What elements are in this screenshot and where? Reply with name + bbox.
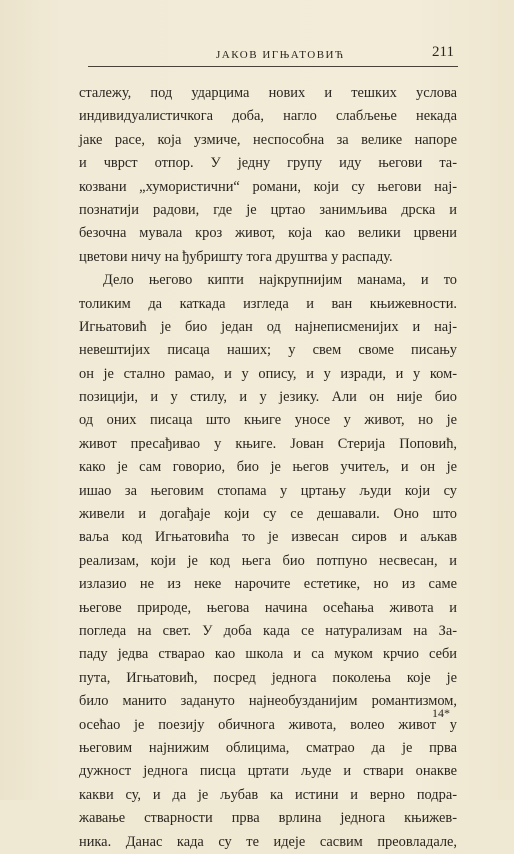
text-line: живот пресађивао у књиге. Јован Стерија Поповић,	[79, 435, 457, 452]
text-line: од оних писаца што књиге уносе у живот, но је	[79, 412, 457, 429]
page-number: 211	[432, 44, 454, 60]
text-line: невештијих писаца наших; у свем своме писању	[79, 342, 457, 359]
text-line: Игњатовић је био један од најнеписменијих и нај-	[79, 318, 457, 335]
text-line: какви су, и да је љубав ка истини и верно подра-	[79, 786, 457, 803]
text-line: индивидуалистичкога доба, нагло слабљење некада	[79, 108, 457, 125]
text-line: било манито заданутo најнеобузданијим романтизмом,	[79, 693, 457, 710]
text-line: његовим најнижим облицима, сматрао да је прва	[79, 739, 457, 756]
text-line: познатији радови, где је цртао занимљива дрска и	[79, 201, 457, 218]
text-line: живели и догађаје који су се дешавали. Оно што	[79, 506, 457, 523]
text-line: ника. Данас када су те идеје сасвим преовладале,	[79, 833, 457, 850]
body-text	[79, 82, 457, 854]
text-line: безочна мувала кроз живот, која као велики црвени	[79, 225, 457, 242]
text-line: дужност једнога писца цртати људе и ствари онакве	[79, 763, 457, 780]
text-line: ишао за његовим стопама у цртању људи који су	[79, 482, 457, 499]
text-line: сталежу, под ударцима нових и тешких услова	[79, 85, 457, 101]
text-line: реализам, који је код њега био потпуно несвесан, и	[79, 552, 457, 569]
running-head: ЈАКОВ ИГЊАТОВИЋ	[216, 49, 345, 61]
text-line: његове природе, његова начина осећања живота и	[79, 599, 457, 616]
text-line: толиким да каткада изгледа и ван књижевности.	[79, 295, 457, 312]
page-header	[88, 44, 458, 67]
text-line: цветови ничу на ђубришту тога друштва у распаду.	[79, 248, 393, 265]
text-line: како је сам говорио, био је његов учитељ, и он је	[79, 459, 457, 476]
text-line: жавање стварности прва врлина једнога књижев-	[79, 810, 457, 827]
text-line: позицији, и у стилу, и у језику. Али он није био	[79, 389, 457, 406]
text-line: јаке расе, која узмиче, неспособна за велике напоре	[79, 131, 457, 148]
text-line: излазио не из неке нарочите естетике, но из саме	[79, 576, 457, 593]
text-line: пута, Игњатовић, посред једнога поколења које је	[79, 669, 457, 686]
text-line: козвани „хумористични“ романи, који су његови нај-	[79, 178, 457, 195]
text-line: он је стално рамао, и у опису, и у изради, и у ком-	[79, 365, 457, 382]
text-line: погледа на свет. У доба када се натурализам на За-	[79, 622, 457, 639]
text-line: и чврст отпор. У једну групу иду његови та-	[79, 155, 457, 172]
text-line: ваља код Игњатовића то је извесан сиров и аљкав	[79, 529, 457, 546]
text-line: паду једва стварао као школа и са муком крчио себи	[79, 646, 457, 663]
text-line: Дело његово кипти најкрупнијим манама, и то	[103, 272, 457, 289]
signature-mark: 14*	[432, 706, 450, 720]
text-line: осећао је поезију обичнога живота, волео живот у	[79, 716, 457, 733]
